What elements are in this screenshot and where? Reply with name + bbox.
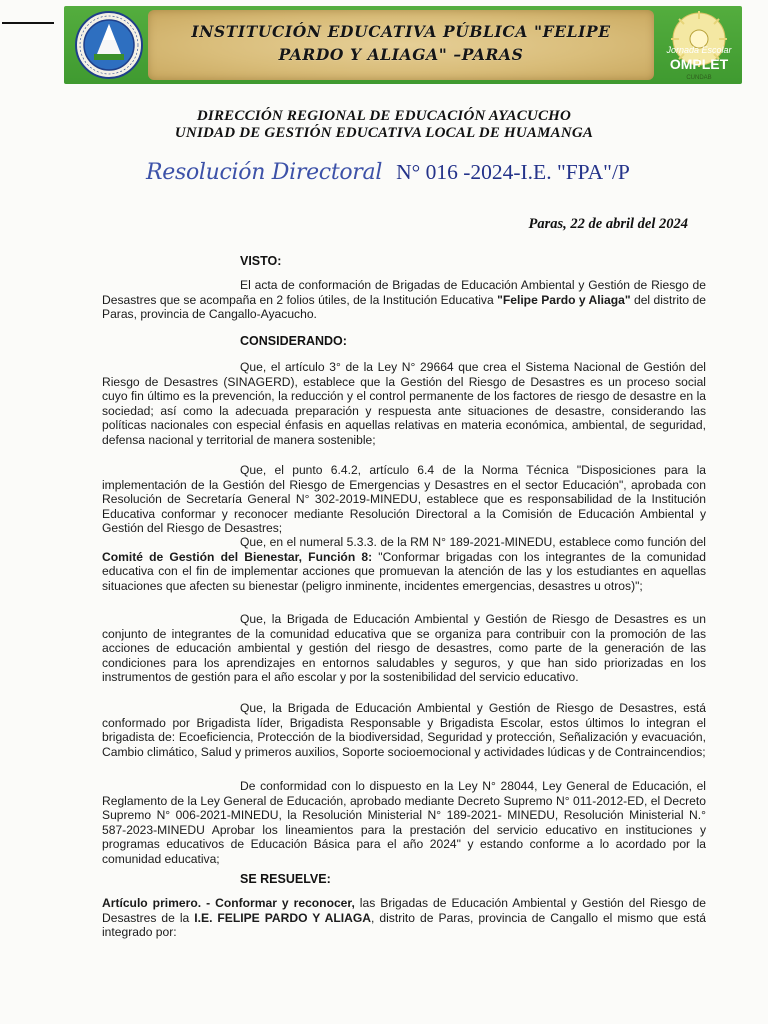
considerando-3-text-b: "Conformar brigadas con los integrantes de la comunidad educativa con el fin de implementar acciones que promuevan la atención de las y los estudiantes en aquellas situaciones que afecten su bienestar (peligro inminente, incidentes emergencias, desastres u otros)"; [102, 549, 707, 593]
considerando-paragraph-6: De conformidad con lo dispuesto en la Ley N° 28044, Ley General de Educación, el Reglamento de la Ley General de Educación, aprobado mediante Decreto Supremo N° 011-2012-ED, el Decreto Supremo N° 006-2021-MINEDU, la Resolución Ministerial N° 189-2021- MINEDU, Resolución Ministerial N.° 587-2023-MINEDU Aprobar los lineamientos para la prestación del servicio educativo en instituciones y programas educativos de Educación Básica para el año 2024" y estando conforme a lo acordado por la comunidad educativa; [102, 779, 706, 866]
institution-title-line1: INSTITUCIÓN EDUCATIVA PÚBLICA "FELIPE [191, 22, 611, 41]
resolution-script-title: Resolución Directoral [146, 160, 383, 185]
considerando-3-text-a: Que, en el numeral 5.3.3. de la RM N° 189-2021-MINEDU, establece como función del [240, 535, 706, 549]
document-date: Paras, 22 de abril del 2024 [528, 216, 688, 232]
logo-text-3: CUNDAB [686, 75, 712, 81]
resolution-number: N° 016 -2024-I.E. "FPA"/P [396, 160, 630, 184]
section-considerando: CONSIDERANDO: [240, 334, 347, 348]
article-first-institution: I.E. FELIPE PARDO Y ALIAGA [194, 910, 372, 925]
considerando-paragraph-2: Que, el punto 6.4.2, artículo 6.4 de la Norma Técnica "Disposiciones para la implementación de la Gestión del Riesgo de Emergencias y Desastres en el sector Educación", aprobada con Resolución de Secretaría General N° 302-2019-MINEDU, establece que es responsabilidad de la Institución Educativa conformar y reconocer mediante Resolución Directoral a la Comisión de Educación Ambiental y Gestión del Riesgo de Desastres; [102, 463, 706, 536]
visto-institution: "Felipe Pardo y Aliaga" [497, 292, 631, 307]
considerando-paragraph-5: Que, la Brigada de Educación Ambiental y Gestión de Riesgo de Desastres, está conformado por Brigadista líder, Brigadista Responsable y Brigadista Escolar, estos últimos lo integran el brigadista de: Ecoeficiencia, Protección de la biodiversidad, Seguridad y protección, Señalización y evacuación, Cambio climático, Salud y primeros auxilios, Soporte socioemocional y actividades lúdicas y de Contraincendios; [102, 701, 706, 759]
considerando-paragraph-4: Que, la Brigada de Educación Ambiental y Gestión de Riesgo de Desastres es un conjunto de integrantes de la comunidad educativa que se organiza para contribuir con la promoción de las acciones de educación ambiental y gestión del riesgo de desastres, como parte de la generación de las condiciones para los aprendizajes en entornos saludables y seguros, y que han sido priorizadas en los instrumentos de gestión para el año escolar y por la sostenibilidad del servicio educativo. [102, 612, 706, 685]
section-visto: VISTO: [240, 254, 282, 268]
considerando-paragraph-3 [102, 535, 706, 593]
jornada-escolar-logo-icon [658, 9, 740, 81]
considerando-3-bold: Comité de Gestión del Bienestar, Función 8: [102, 549, 373, 564]
visto-text-2: del distrito de Paras, provincia de Cangallo-Ayacucho. [102, 292, 706, 322]
visto-text-1: El acta de conformación de Brigadas de Educación Ambiental y Gestión de Riesgo de Desastres que se acompaña en 2 folios útiles, de la Institución Educativa [102, 278, 706, 307]
resolution-title [146, 160, 630, 194]
visto-paragraph [102, 278, 706, 322]
margin-rule [2, 22, 54, 24]
article-first [102, 896, 706, 940]
ugel-name: UNIDAD DE GESTIÓN EDUCATIVA LOCAL DE HUAMANGA [174, 125, 594, 141]
school-seal-icon [74, 10, 144, 80]
article-first-text-1: las Brigadas de Educación Ambiental y Gestión del Riesgo de Desastres de la [102, 896, 706, 925]
considerando-paragraph-1: Que, el artículo 3° de la Ley N° 29664 que crea el Sistema Nacional de Gestión del Riesgo de Desastres (SINAGERD), establece que la Gestión del Riesgo de Desastres es un proceso social cuyo fin último es la prevención, la reducción y el control permanente de los factores de riesgo de desastre en la sociedad; así como la adecuada preparación y respuesta ante situaciones de desastre, considerando las políticas nacionales con especial énfasis en aquellas relativas en materia económica, ambiental, de seguridad, defensa nacional y territorial de manera sostenible; [102, 360, 706, 447]
regional-direction: DIRECCIÓN REGIONAL DE EDUCACIÓN AYACUCHO [196, 108, 572, 124]
institution-title-line2: PARDO Y ALIAGA" –PARAS [278, 45, 524, 64]
logo-text-2: OMPLET [669, 56, 729, 72]
article-first-text-2: , distrito de Paras, provincia de Cangallo el mismo que está integrado por: [102, 910, 706, 940]
institution-title [148, 20, 654, 66]
banner-title-panel [148, 10, 654, 80]
logo-text-1: Jornada Escolar [666, 45, 732, 55]
article-first-heading: Artículo primero. - Conformar y reconocer, [102, 896, 355, 910]
header-banner [64, 6, 742, 84]
section-se-resuelve: SE RESUELVE: [240, 872, 331, 886]
